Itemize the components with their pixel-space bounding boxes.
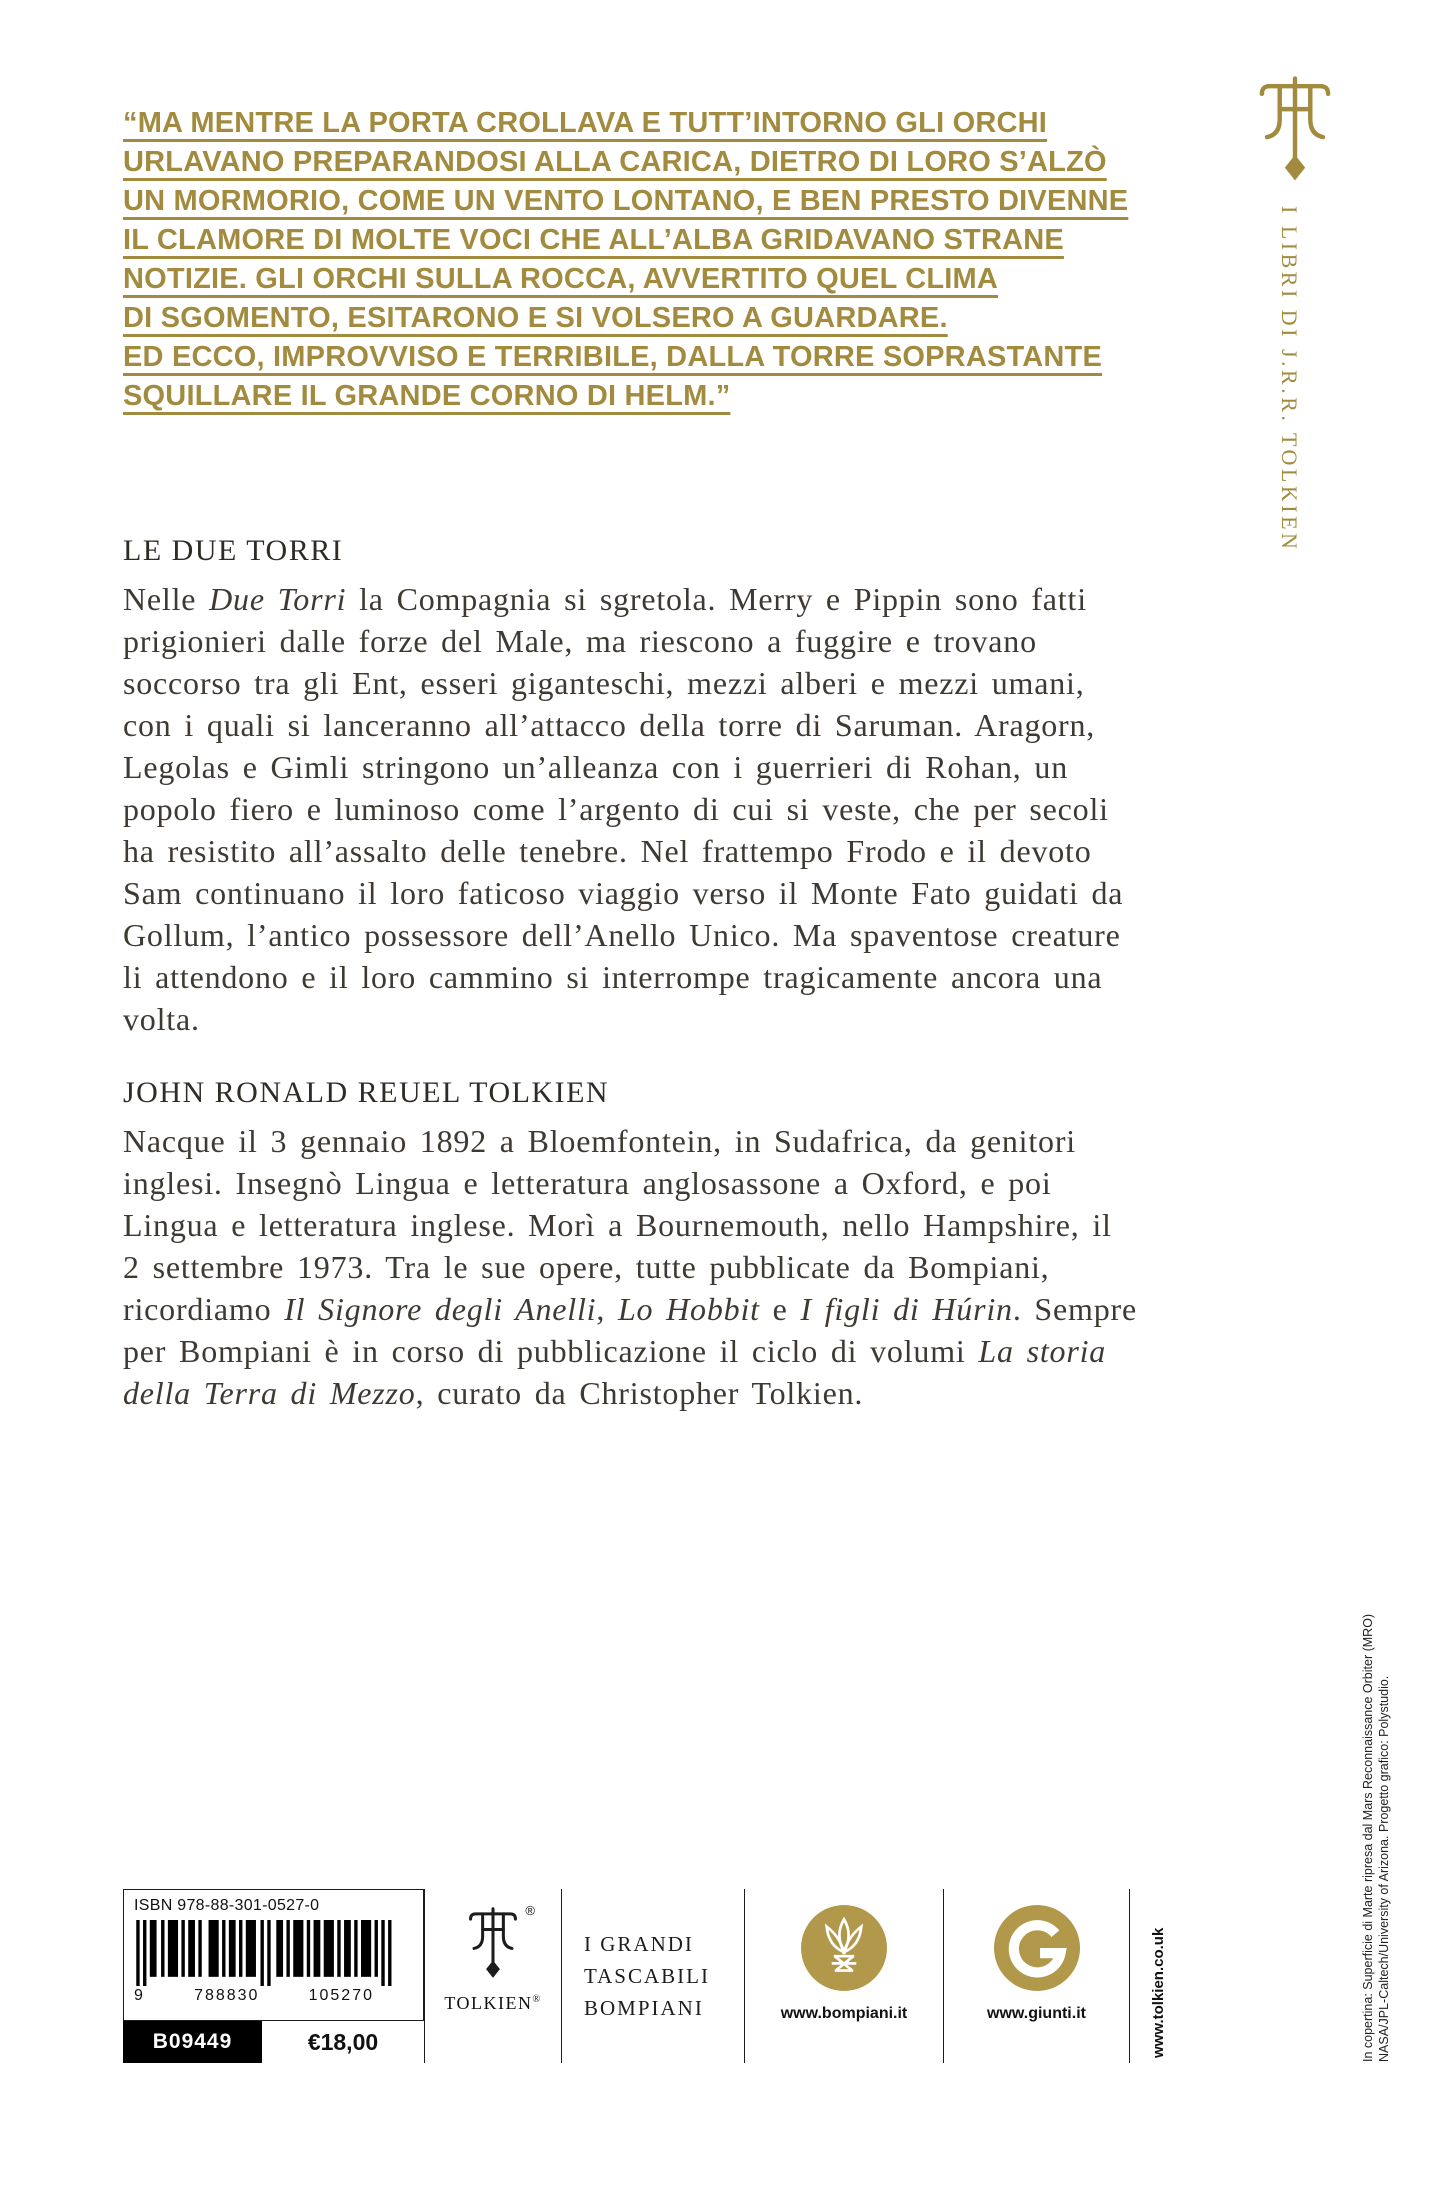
giunti-cell bbox=[943, 1889, 1130, 2063]
collection-cell bbox=[561, 1889, 744, 2063]
quote-line: “MA MENTRE LA PORTA CROLLAVA E TUTT’INTORNO GLI ORCHI bbox=[123, 107, 1048, 139]
collection-line: I GRANDI bbox=[584, 1931, 694, 1956]
author-bio-paragraph: Nacque il 3 gennaio 1892 a Bloemfontein, in Sudafrica, da genitori inglesi. Insegnò Lingua e letteratura anglosassone a Oxford, e poi Lingua e letteratura inglese. Morì a Bournemouth, nello Hampshire, il 2 settembre 1973. Tra le sue opere, tutte pubblicate da Bompiani, ricordiamo Il Signore degli Anelli, Lo Hobbit e I figli di Húrin. Sempre per Bompiani è in corso di pubblicazione il ciclo di volumi La storia della Terra di Mezzo, curato da Christopher Tolkien. bbox=[123, 1123, 1137, 1411]
product-code-badge: B09449 bbox=[123, 2021, 262, 2063]
tolkien-brand-label: TOLKIEN® bbox=[444, 1993, 542, 2013]
isbn-label: ISBN 978-88-301-0527-0 bbox=[134, 1897, 320, 1914]
isbn-box bbox=[123, 1889, 424, 2021]
bompiani-url: www.bompiani.it bbox=[780, 2005, 908, 2022]
author-heading: JOHN RONALD REUEL TOLKIEN bbox=[123, 1076, 610, 1109]
price-row bbox=[123, 2021, 424, 2063]
quote-line: SQUILLARE IL GRANDE CORNO DI HELM.” bbox=[123, 380, 731, 412]
bompiani-logo-icon bbox=[801, 1905, 887, 1991]
isbn-cell bbox=[123, 1889, 424, 2063]
cover-credits-line: NASA/JPL-Caltech/University of Arizona. Progetto grafico: Polystudio. bbox=[1377, 1675, 1391, 2062]
giunti-logo-icon bbox=[994, 1905, 1080, 1991]
tolkien-monogram-icon bbox=[1256, 76, 1334, 188]
bompiani-cell bbox=[744, 1889, 943, 2063]
barcode-digits: 9 788830 105270 bbox=[134, 1987, 374, 2004]
tolkien-brand-cell bbox=[424, 1889, 561, 2063]
quote-line: URLAVANO PREPARANDOSI ALLA CARICA, DIETRO DI LORO S’ALZÒ bbox=[123, 146, 1107, 178]
footer-bar bbox=[123, 1889, 1130, 2063]
collection-line: BOMPIANI bbox=[584, 1995, 704, 2020]
barcode-icon bbox=[134, 1920, 413, 1986]
main-text-column bbox=[123, 534, 1138, 1450]
synopsis-paragraph: Nelle Due Torri la Compagnia si sgretola. Merry e Pippin sono fatti prigionieri dalle forze del Male, ma riescono a fuggire e trovano soccorso tra gli Ent, esseri giganteschi, mezzi alberi e mezzi umani, con i quali si lanceranno all’attacco della torre di Saruman. Aragorn, Legolas e Gimli stringono un’alleanza con i guerrieri di Rohan, un popolo fiero e luminoso come l’argento di cui si veste, che per secoli ha resistito all’assalto delle tenebre. Nel frattempo Frodo e il devoto Sam continuano il loro faticoso viaggio verso il Monte Fato guidati da Gollum, l’antico possessore dell’Anello Unico. Ma spaventose creature li attendono e il loro cammino si interrompe tragicamente ancora una volta. bbox=[123, 581, 1124, 1037]
giunti-url: www.giunti.it bbox=[987, 2005, 1086, 2022]
quote-block bbox=[123, 104, 1138, 416]
cover-credits-line: In copertina: Superficie di Marte ripresa dal Mars Reconnaissance Orbiter (MRO) bbox=[1361, 1613, 1375, 2062]
quote-line: NOTIZIE. GLI ORCHI SULLA ROCCA, AVVERTITO QUEL CLIMA bbox=[123, 263, 999, 295]
tolkien-website-vertical: www.tolkien.co.uk bbox=[1150, 1927, 1167, 2058]
tolkien-brand-monogram-icon bbox=[467, 1903, 535, 1983]
quote-line: ED ECCO, IMPROVVISO E TERRIBILE, DALLA TORRE SOPRASTANTE bbox=[123, 341, 1103, 373]
quote-line: UN MORMORIO, COME UN VENTO LONTANO, E BEN PRESTO DIVENNE bbox=[123, 185, 1129, 217]
quote-line: DI SGOMENTO, ESITARONO E SI VOLSERO A GUARDARE. bbox=[123, 302, 948, 334]
registered-mark: ® bbox=[525, 1903, 535, 1918]
price-label: €18,00 bbox=[307, 2028, 379, 2055]
spine-series-title: I LIBRI DI J.R.R. TOLKIEN bbox=[1277, 206, 1302, 553]
collection-line: TASCABILI bbox=[584, 1963, 710, 1988]
cover-credits bbox=[1360, 1614, 1392, 2062]
synopsis-heading: LE DUE TORRI bbox=[123, 534, 344, 567]
quote-line: IL CLAMORE DI MOLTE VOCI CHE ALL’ALBA GRIDAVANO STRANE bbox=[123, 224, 1064, 256]
